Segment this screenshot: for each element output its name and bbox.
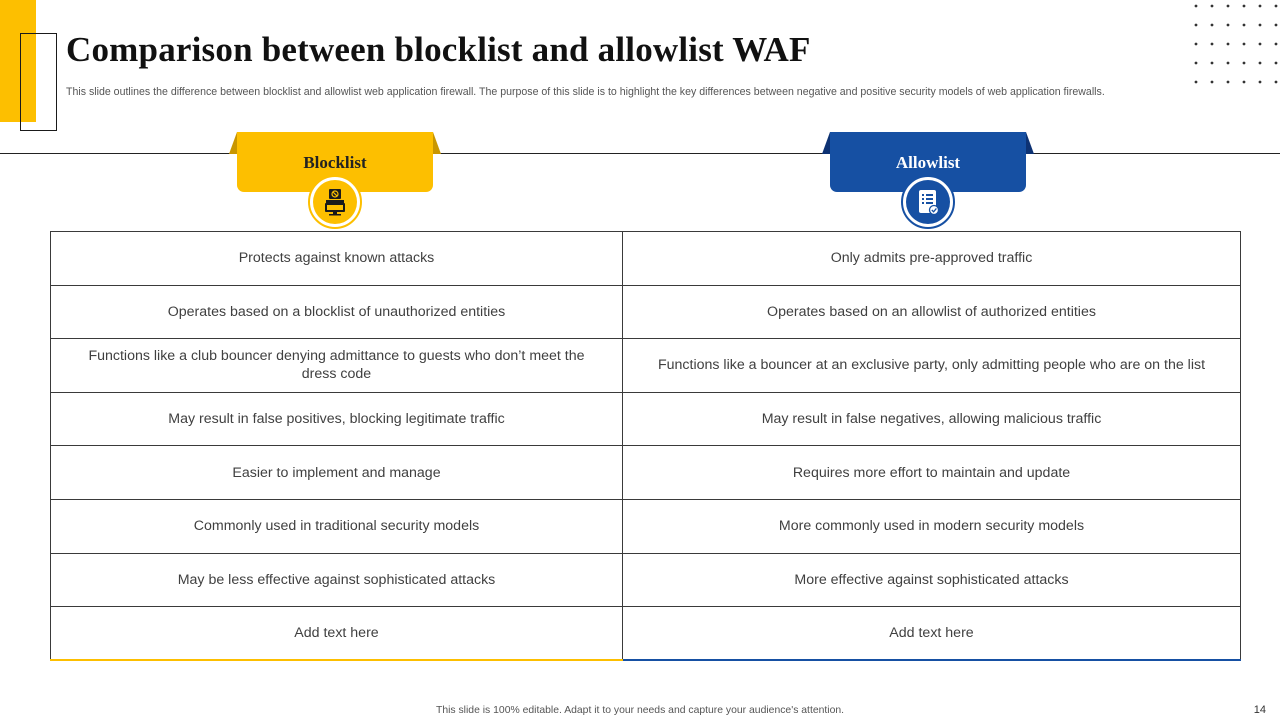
decorative-dot xyxy=(1227,62,1230,65)
decorative-dot xyxy=(1211,43,1214,46)
decorative-dot xyxy=(1195,81,1198,84)
decorative-dot xyxy=(1259,5,1262,8)
decorative-dot xyxy=(1195,5,1198,8)
decorative-dot xyxy=(1227,5,1230,8)
table-row xyxy=(51,607,1241,661)
allowlist-cell: Functions like a bouncer at an exclusive party, only admitting people who are on the list xyxy=(623,339,1241,393)
allowlist-cell: More commonly used in modern security models xyxy=(623,499,1241,553)
table-row xyxy=(51,499,1241,553)
allowlist-header-label: Allowlist xyxy=(895,153,961,172)
decorative-dot xyxy=(1259,62,1262,65)
allowlist-cell: Only admits pre-approved traffic xyxy=(623,232,1241,286)
slide-title: Comparison between blocklist and allowlist WAF xyxy=(66,30,811,69)
table-row xyxy=(51,446,1241,500)
blocklist-cell: Commonly used in traditional security models xyxy=(51,499,623,553)
decorative-dot xyxy=(1211,81,1214,84)
allowlist-cell: May result in false negatives, allowing malicious traffic xyxy=(623,392,1241,446)
decorative-dot xyxy=(1195,62,1198,65)
table-row xyxy=(51,339,1241,393)
decorative-dot xyxy=(1227,43,1230,46)
slide-subtitle: This slide outlines the difference between blocklist and allowlist web application firewall. The purpose of this slide is to highlight the key differences between negative and positive security models of web application firewalls. xyxy=(66,86,1105,98)
decorative-dot xyxy=(1275,62,1278,65)
decorative-dot xyxy=(1275,81,1278,84)
blocklist-cell: Easier to implement and manage xyxy=(51,446,623,500)
blocklist-cell: Operates based on a blocklist of unauthorized entities xyxy=(51,285,623,339)
blocklist-icon-badge xyxy=(308,175,362,229)
blocklist-cell: Add text here xyxy=(51,607,623,661)
decorative-dot xyxy=(1243,43,1246,46)
blocklist-cell: May be less effective against sophisticated attacks xyxy=(51,553,623,607)
decorative-dot xyxy=(1243,81,1246,84)
ribbon-fold-right xyxy=(1026,132,1034,154)
firewall-monitor-icon xyxy=(322,188,348,216)
allowlist-cell: More effective against sophisticated attacks xyxy=(623,553,1241,607)
table-row xyxy=(51,392,1241,446)
decorative-dot xyxy=(1227,24,1230,27)
decorative-dot xyxy=(1243,5,1246,8)
table-row xyxy=(51,232,1241,286)
blocklist-header-label: Blocklist xyxy=(303,153,367,172)
accent-frame xyxy=(20,33,57,131)
blocklist-cell: Protects against known attacks xyxy=(51,232,623,286)
decorative-dot xyxy=(1275,24,1278,27)
decorative-dot xyxy=(1211,5,1214,8)
table-row xyxy=(51,553,1241,607)
comparison-table xyxy=(50,231,1241,661)
allowlist-icon-badge xyxy=(901,175,955,229)
blocklist-cell: Functions like a club bouncer denying admittance to guests who don’t meet the dress code xyxy=(51,339,623,393)
allowlist-cell: Operates based on an allowlist of authorized entities xyxy=(623,285,1241,339)
decorative-dot xyxy=(1211,24,1214,27)
decorative-dot-grid xyxy=(1192,2,1280,86)
slide-footer: This slide is 100% editable. Adapt it to your needs and capture your audience's attention. xyxy=(435,705,845,716)
ribbon-fold-left xyxy=(822,132,830,154)
decorative-dot xyxy=(1259,43,1262,46)
decorative-dot xyxy=(1243,24,1246,27)
blocklist-cell: May result in false positives, blocking legitimate traffic xyxy=(51,392,623,446)
page-number: 14 xyxy=(1253,704,1266,716)
decorative-dot xyxy=(1227,81,1230,84)
allowlist-cell: Requires more effort to maintain and update xyxy=(623,446,1241,500)
decorative-dot xyxy=(1211,62,1214,65)
decorative-dot xyxy=(1195,24,1198,27)
allowlist-cell: Add text here xyxy=(623,607,1241,661)
ribbon-fold-right xyxy=(433,132,441,154)
header-divider xyxy=(0,153,1280,154)
decorative-dot xyxy=(1275,43,1278,46)
table-row xyxy=(51,285,1241,339)
decorative-dot xyxy=(1259,81,1262,84)
ribbon-fold-left xyxy=(229,132,237,154)
decorative-dot xyxy=(1275,5,1278,8)
decorative-dot xyxy=(1259,24,1262,27)
decorative-dot xyxy=(1195,43,1198,46)
checklist-document-icon xyxy=(915,188,941,216)
decorative-dot xyxy=(1243,62,1246,65)
